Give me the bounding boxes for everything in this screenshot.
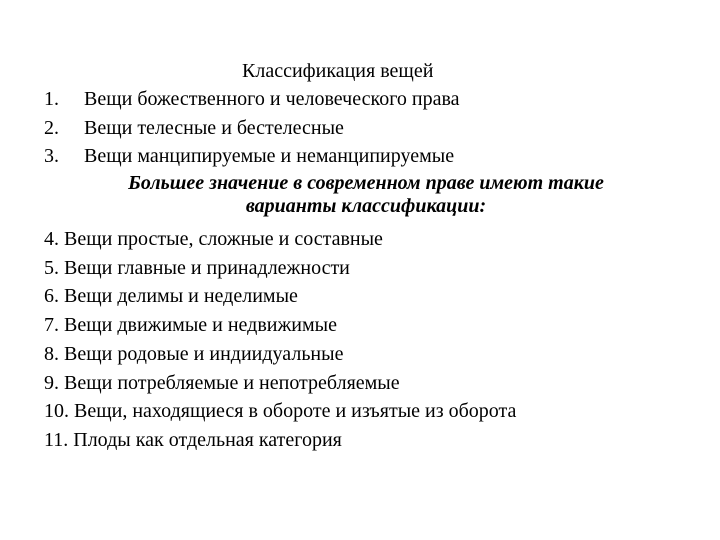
list-item: 5. Вещи главные и принадлежности [44,256,350,279]
item-text: Вещи божественного и человеческого права [84,88,460,110]
list-item [44,142,460,171]
list-item: 11. Плоды как отдельная категория [44,428,342,451]
item-number: 1. [44,88,59,110]
slide-title: Классификация вещей [242,60,434,82]
list-item: 7. Вещи движимые и недвижимые [44,314,337,337]
numbered-list [44,85,460,171]
item-number: 2. [44,116,59,139]
list-item: 9. Вещи потребляемые и непотребляемые [44,371,400,394]
classification-list [44,225,516,455]
item-number: 3. [44,145,59,167]
list-item: 4. Вещи простые, сложные и составные [44,228,383,250]
list-item [44,85,460,114]
list-item: 10. Вещи, находящиеся в обороте и изъятые из оборота [44,400,517,423]
item-text: Вещи телесные и бестелесные [84,116,344,139]
emphasis-text: Большее значение в современном праве имеют такие варианты классификации: [128,172,604,217]
list-item [44,114,460,143]
list-item: 6. Вещи делимы и неделимые [44,285,298,308]
item-text: Вещи манципируемые и неманципируемые [84,145,455,167]
list-item: 8. Вещи родовые и индиидуальные [44,342,344,365]
